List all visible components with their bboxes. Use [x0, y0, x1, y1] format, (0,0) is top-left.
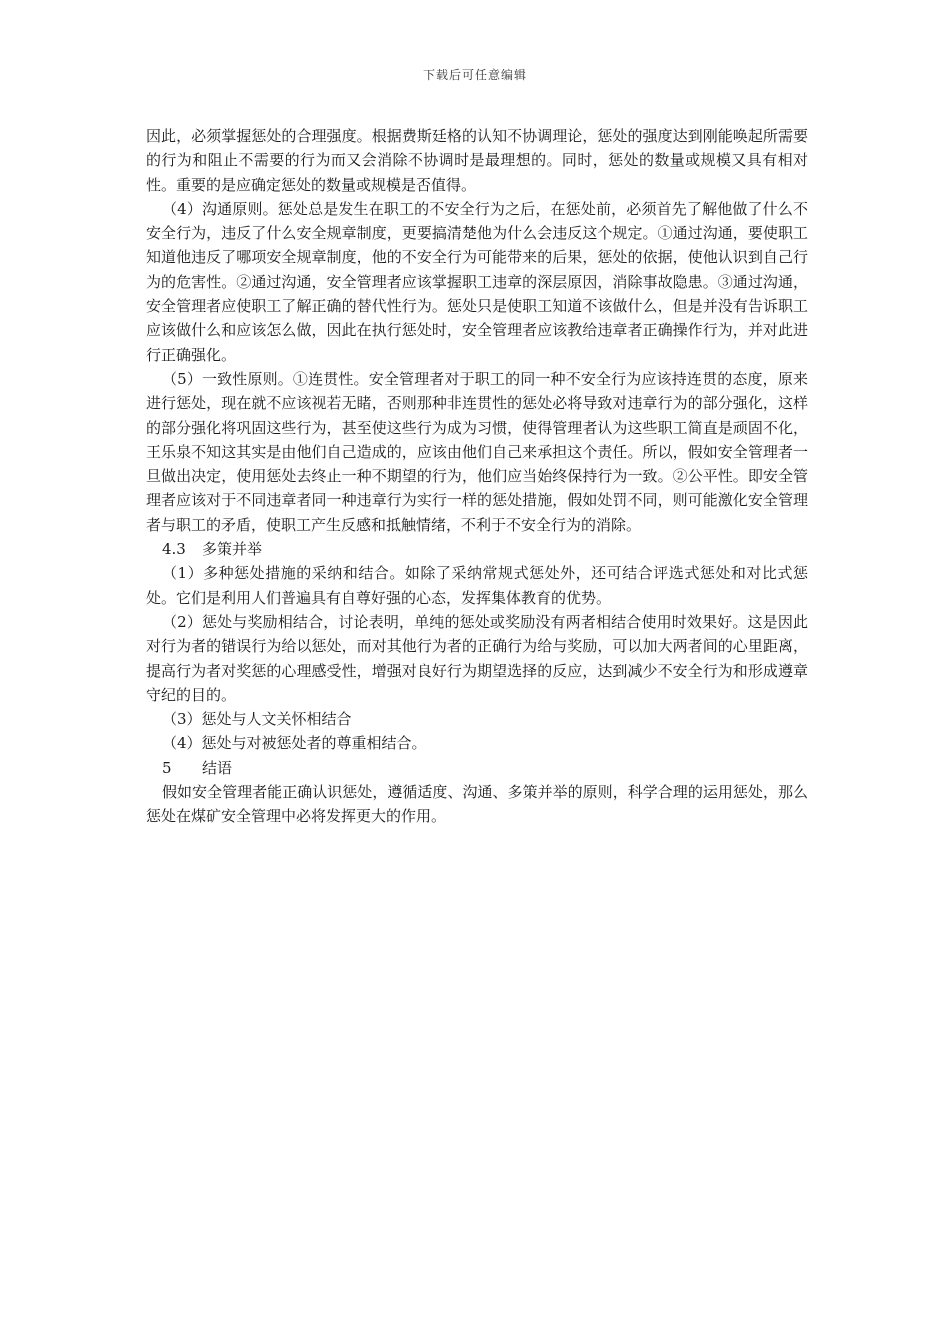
- paragraph-consistency-principle: （5）一致性原则。①连贯性。安全管理者对于职工的同一种不安全行为应该持连贯的态度，原来进行惩处，现在就不应该视若无睹，否则那种非连贯性的惩处必将导致对违章行为的部分强化，这样的部分强化将巩固这些行为，甚至使这些行为成为习惯，使得管理者认为这些职工简直是顽固不化，王乐泉不知这其实是由他们自己造成的，应该由他们自己来承担这个责任。所以，假如安全管理者一旦做出决定，使用惩处去终止一种不期望的行为，他们应当始终保持行为一致。②公平性。即安全管理者应该对于不同违章者同一种违章行为实行一样的惩处措施，假如处罚不同，则可能激化安全管理者与职工的矛盾，使职工产生反感和抵触情绪，不利于不安全行为的消除。: [146, 369, 808, 534]
- section-title: 结语: [202, 758, 233, 777]
- section-title: 多策并举: [202, 540, 263, 559]
- section-heading-5: [146, 756, 808, 780]
- paragraph-1: 因此，必须掌握惩处的合理强度。根据费斯廷格的认知不协调理论，惩处的强度达到刚能唤起所需要的行为和阻止不需要的行为而又会消除不协调时是最理想的。同时，惩处的数量或规模又具有相对性。重要的是应确定惩处的数量或规模是否值得。: [146, 127, 808, 194]
- paragraph-conclusion: 假如安全管理者能正确认识惩处，遵循适度、沟通、多策并举的原则，科学合理的运用惩处，那么惩处在煤矿安全管理中必将发挥更大的作用。: [146, 783, 808, 826]
- paragraph-respect: （4）惩处与对被惩处者的尊重相结合。: [162, 734, 427, 753]
- document-body: [146, 124, 808, 829]
- page-header: 下载后可任意编辑: [422, 68, 527, 82]
- paragraph-humanistic-care: （3）惩处与人文关怀相结合: [162, 710, 352, 729]
- paragraph-communication-principle: （4）沟通原则。惩处总是发生在职工的不安全行为之后，在惩处前，必须首先了解他做了什么不安全行为，违反了什么安全规章制度，更要搞清楚他为什么会违反这个规定。①通过沟通，要使职工知道他违反了哪项安全规章制度，他的不安全行为可能带来的后果，惩处的依据，使他认识到自己行为的危害性。②通过沟通，安全管理者应该掌握职工违章的深层原因，消除事故隐患。③通过沟通，安全管理者应使职工了解正确的替代性行为。惩处只是使职工知道不该做什么，但是并没有告诉职工应该做什么和应该怎么做，因此在执行惩处时，安全管理者应该教给违章者正确操作行为，并对此进行正确强化。: [146, 199, 808, 364]
- paragraph-multiple-measures: （1）多种惩处措施的采纳和结合。如除了采纳常规式惩处外，还可结合评选式惩处和对比式惩处。它们是利用人们普遍具有自尊好强的心态，发挥集体教育的优势。: [146, 564, 808, 607]
- section-heading-4-3: [146, 537, 808, 561]
- paragraph-punishment-reward: （2）惩处与奖励相结合，讨论表明，单纯的惩处或奖励没有两者相结合使用时效果好。这是因此对行为者的错误行为给以惩处，而对其他行为者的正确行为给与奖励，可以加大两者间的心里距离，提高行为者对奖惩的心理感受性，增强对良好行为期望选择的反应，达到减少不安全行为和形成遵章守纪的目的。: [146, 612, 808, 704]
- section-number: 5: [162, 758, 172, 777]
- section-number: 4.3: [162, 540, 186, 559]
